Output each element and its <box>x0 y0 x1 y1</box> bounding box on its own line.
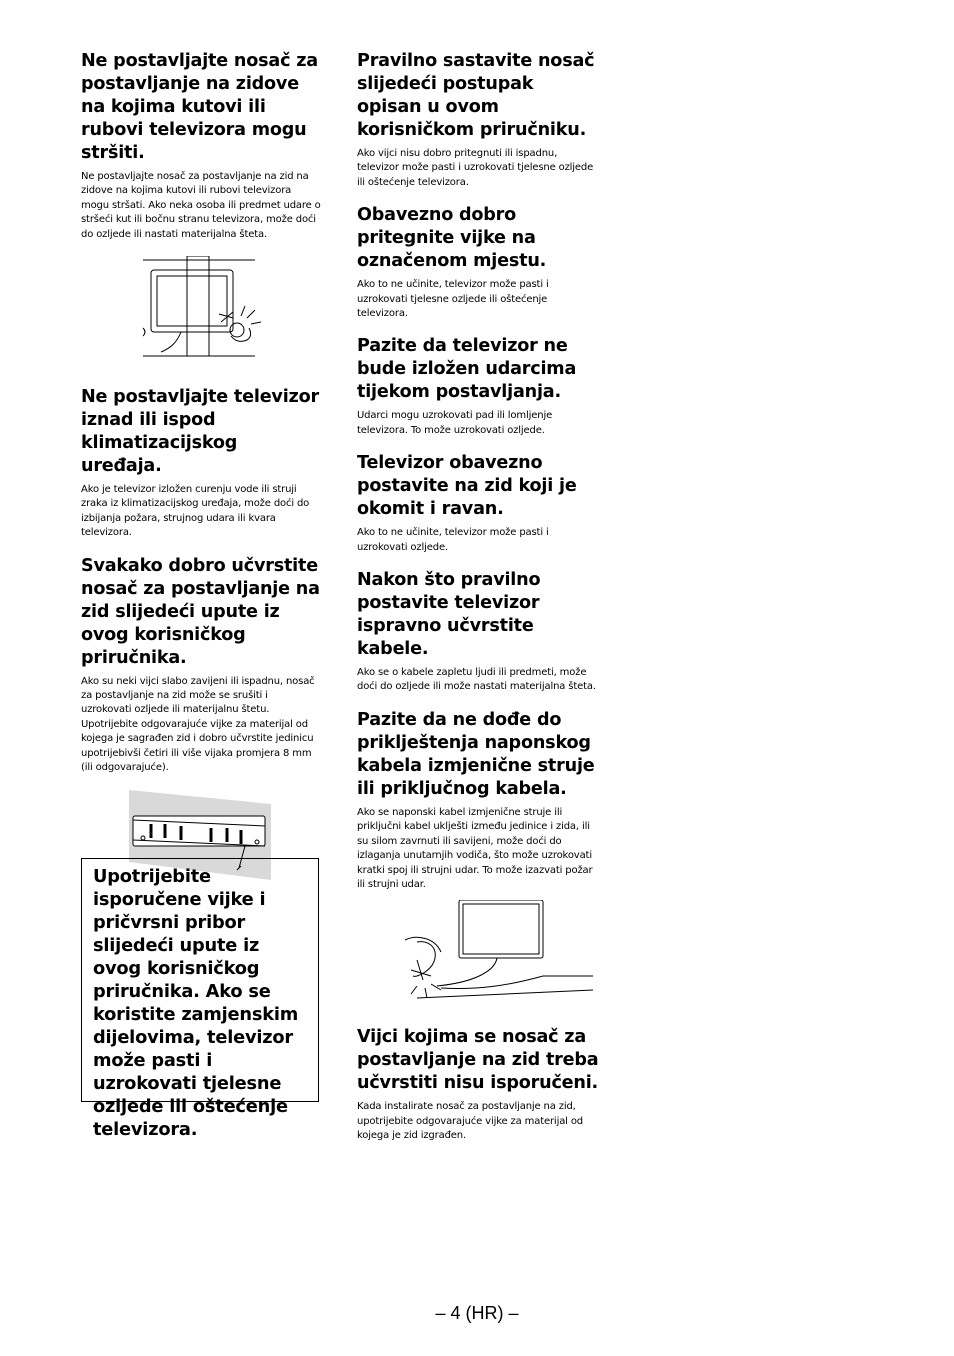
section-heading: Ne postavljajte nosač za postavljanje na zidove na kojima kutovi ili rubovi televizora mogu stršiti. <box>81 51 318 163</box>
section-body: Udarci mogu uzrokovati pad ili lomljenje televizora. To može uzrokovati ozljede. <box>357 410 553 436</box>
section-body: Ako se naponski kabel izmjenične struje ili priključni kabel uklješti između jedinice i zida, ili su silom zavrnuti ili savijeni, može doći do izlaganja unutarnjih vodiča, što može uzrokovati kratki spoj ili strujni udar. To može izazvati požar ili strujni udar. <box>357 806 593 890</box>
section-pinch-cable <box>357 709 599 892</box>
section-air-conditioner <box>81 386 321 541</box>
right-column <box>357 50 599 1158</box>
pinched-cable-illustration <box>357 900 599 1004</box>
section-heading: Nakon što pravilno postavite televizor ispravno učvrstite kabele. <box>357 570 541 660</box>
section-cables <box>357 569 599 695</box>
section-secure-bracket <box>81 555 321 776</box>
section-body: Kada instalirate nosač za postavljanje na zid, upotrijebite odgovarajuće vijke za materijal od kojega je zid izgrađen. <box>357 1101 583 1142</box>
page-number: – 4 (HR) – <box>435 1303 519 1323</box>
section-heading: Vijci kojima se nosač za postavljanje na zid treba učvrstiti nisu isporučeni. <box>357 1027 599 1094</box>
tv-corner-illustration <box>81 256 321 368</box>
warning-text: Upotrijebite isporučene vijke i pričvrsni pribor slijedeći upute iz ovog korisničkog priručnika. Ako se koristite zamjenskim dijelovima, televizor može pasti i uzrokovati tjelesne ozljede ili oštećenje televizora. <box>93 866 299 1140</box>
section-shocks <box>357 335 599 438</box>
section-heading: Pazite da ne dođe do priklještenja naponskog kabela izmjenične struje ili priključnog kabela. <box>357 709 595 799</box>
section-corners <box>81 50 321 242</box>
warning-box <box>81 858 319 1140</box>
section-body: Ako to ne učinite, televizor može pasti i uzrokovati ozljede. <box>357 527 549 553</box>
section-body: Ako je televizor izložen curenju vode ili struji zraka iz klimatizacijskog uređaja, može doći do izbijanja požara, strujnog udara ili kvara televizora. <box>81 484 310 539</box>
section-heading: Pazite da televizor ne bude izložen udarcima tijekom postavljanja. <box>357 336 577 403</box>
section-assemble <box>357 50 599 190</box>
left-column <box>81 50 321 882</box>
section-body: Ne postavljajte nosač za postavljanje na zid na zidove na kojima kutovi ili rubovi televizora mogu stršati. Ako neka osoba ili predmet udare o stršeći kut ili bočnu stranu televizora, može doći do ozljede ili nastati materijalna šteta. <box>81 171 321 240</box>
section-tighten-screws <box>357 204 599 321</box>
section-body: Ako su neki vijci slabo zavijeni ili ispadnu, nosač za postavljanje na zid može se srušiti i uzrokovati ozljede ili materijalnu štetu. Upotrijebite odgovarajuće vijke za materijal od kojega je sagrađen zid i dobro učvrstite jedinicu upotrijebivši četiri ili više vijaka promjera 8 mm (ili odgovarajuće). <box>81 675 315 774</box>
section-heading: Ne postavljajte televizor iznad ili ispod klimatizacijskog uređaja. <box>81 387 319 477</box>
section-flat-wall <box>357 452 599 555</box>
section-body: Ako vijci nisu dobro pritegnuti ili ispadnu, televizor može pasti i uzrokovati tjelesne ozljede ili oštećenje televizora. <box>357 148 594 188</box>
section-heading: Obavezno dobro pritegnite vijke na označenom mjestu. <box>357 205 547 272</box>
section-screws-not-supplied <box>357 1026 599 1143</box>
section-heading: Pravilno sastavite nosač slijedeći postupak opisan u ovom korisničkom priručniku. <box>357 51 595 140</box>
section-heading: Televizor obavezno postavite na zid koji je okomit i ravan. <box>357 453 577 520</box>
section-body: Ako se o kabele zapletu ljudi ili predmeti, može doći do ozljede ili može nastati materijalna šteta. <box>357 667 596 693</box>
section-body: Ako to ne učinite, televizor može pasti i uzrokovati tjelesne ozljede ili oštećenje televizora. <box>357 279 549 320</box>
section-heading: Svakako dobro učvrstite nosač za postavljanje na zid slijedeći upute iz ovog korisničkog priručnika. <box>81 555 320 668</box>
